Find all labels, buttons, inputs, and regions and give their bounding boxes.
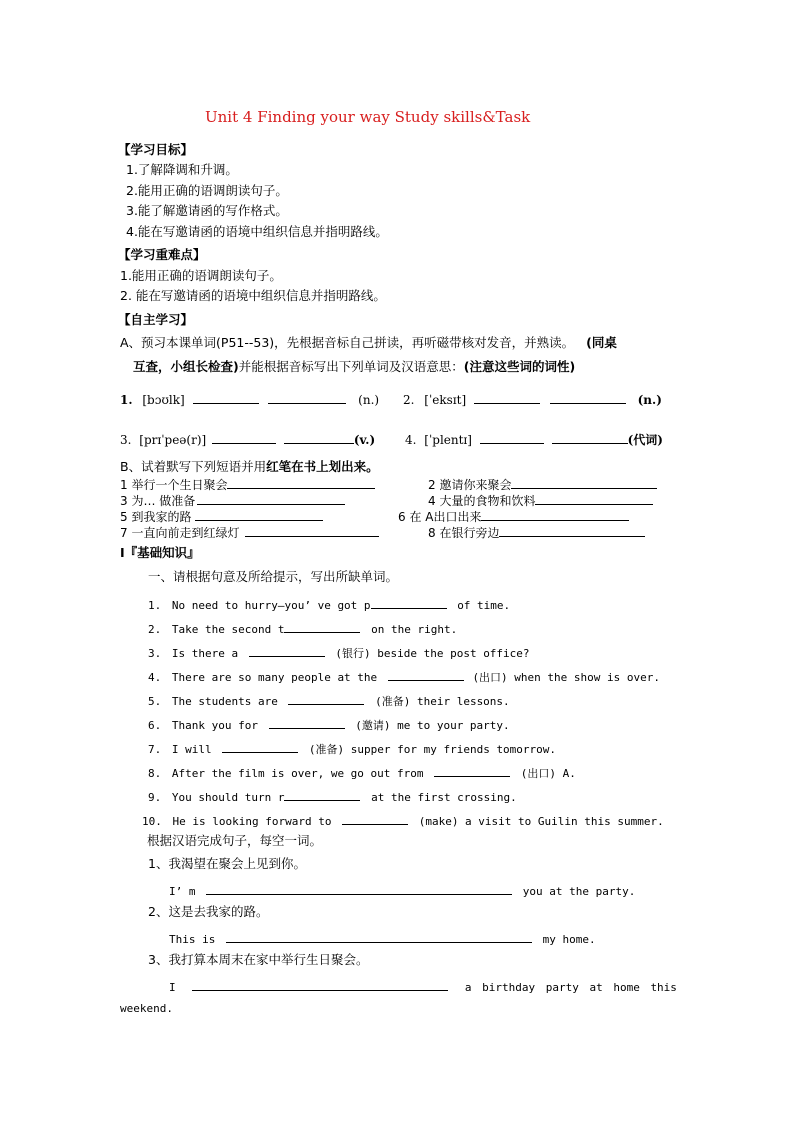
word-3: 3. [prɪˈpeə(r)] (v.) [120, 433, 376, 447]
fill-item: 5. The students are (准备) their lessons. [148, 695, 510, 708]
blank[interactable] [288, 693, 364, 705]
fill-item: 7. I will (准备) supper for my friends tomorrow. [148, 743, 557, 756]
blank[interactable] [499, 525, 645, 537]
fill-item: 4. There are so many people at the (出口) when the show is over. [148, 671, 661, 684]
keypoints-heading: 【学习重难点】 [118, 247, 206, 262]
blank[interactable] [226, 931, 532, 943]
blank[interactable] [480, 432, 544, 444]
fill-item: 3. Is there a (银行) beside the post office? [148, 647, 530, 660]
blank[interactable] [197, 493, 345, 505]
selfstudy-b-line: B、试着默写下列短语并用红笔在书上划出来。 [120, 459, 379, 474]
basics-heading: Ⅰ『基础知识』 [120, 545, 200, 560]
phrase-item: 2 邀请你来聚会 [428, 477, 657, 491]
goals-heading: 【学习目标】 [118, 142, 194, 157]
phrase-item: 8 在银行旁边 [428, 525, 645, 539]
blank[interactable] [195, 509, 323, 521]
goal-item: 4.能在写邀请函的语境中组织信息并指明路线。 [126, 224, 388, 239]
selfstudy-b-red: 红笔在书上划出来。 [266, 459, 379, 474]
selfstudy-a-bold: (同桌 [586, 335, 617, 350]
fill-item: 10. He is looking forward to (make) a visit to Guilin this summer. [142, 815, 664, 828]
word-2: 2. [ˈeksɪt] (n.) [403, 393, 662, 407]
fill-item: 8. After the film is over, we go out from (出口) A. [148, 767, 576, 780]
blank[interactable] [550, 392, 626, 404]
blank[interactable] [284, 432, 354, 444]
trans-cn: 3、我打算本周末在家中举行生日聚会。 [148, 952, 369, 967]
blank[interactable] [511, 477, 657, 489]
keypoint-item: 2. 能在写邀请函的语境中组织信息并指明路线。 [120, 288, 386, 303]
blank[interactable] [481, 509, 629, 521]
blank[interactable] [371, 597, 447, 609]
blank[interactable] [222, 741, 298, 753]
blank[interactable] [474, 392, 540, 404]
blank[interactable] [552, 432, 628, 444]
blank[interactable] [434, 765, 510, 777]
basics-section1: 一、请根据句意及所给提示，写出所缺单词。 [148, 569, 399, 584]
page-title: Unit 4 Finding your way Study skills&Task [205, 108, 531, 126]
blank[interactable] [284, 621, 360, 633]
blank[interactable] [535, 493, 653, 505]
fill-item: 1. No need to hurry—you’ ve got p of time. [148, 599, 511, 612]
selfstudy-a-line1 [120, 337, 617, 350]
blank[interactable] [192, 979, 448, 991]
word-1: 1. [bɔʊlk] (n.) [120, 393, 380, 407]
trans-item: I’ m you at the party. [169, 885, 636, 898]
blank[interactable] [206, 883, 512, 895]
trans-item: This is my home. [169, 933, 596, 946]
phrase-item: 6 在 A出口出来 [398, 509, 629, 523]
phrase-item: 1 举行一个生日聚会 [120, 477, 375, 491]
basics-section2: 根据汉语完成句子，每空一词。 [147, 833, 323, 848]
blank[interactable] [245, 525, 379, 537]
blank[interactable] [269, 717, 345, 729]
phrase-item: 4 大量的食物和饮料 [428, 493, 653, 507]
selfstudy-heading: 【自主学习】 [118, 312, 194, 327]
blank[interactable] [249, 645, 325, 657]
blank[interactable] [227, 477, 375, 489]
trans-item: I a birthday party at home this [169, 981, 677, 994]
keypoint-item: 1.能用正确的语调朗读句子。 [120, 268, 282, 283]
selfstudy-a-bold2: 互查，小组长检查) [133, 359, 239, 374]
blank[interactable] [342, 813, 408, 825]
phrase-item: 7 一直向前走到红绿灯 [120, 525, 379, 539]
selfstudy-a-text2: 并能根据音标写出下列单词及汉语意思： [238, 359, 464, 374]
trans-cn: 2、这是去我家的路。 [148, 904, 269, 919]
blank[interactable] [388, 669, 464, 681]
blank[interactable] [284, 789, 360, 801]
trans-tail: weekend. [120, 1002, 173, 1015]
fill-item: 6. Thank you for (邀请) me to your party. [148, 719, 510, 732]
fill-item: 9. You should turn r at the first crossing. [148, 791, 517, 804]
selfstudy-a-note: (注意这些词的词性) [463, 359, 576, 374]
fill-item: 2. Take the second t on the right. [148, 623, 458, 636]
goal-item: 2.能用正确的语调朗读句子。 [126, 183, 288, 198]
trans-cn: 1、我渴望在聚会上见到你。 [148, 856, 306, 871]
phrase-item: 3 为… 做准备 [120, 493, 345, 507]
selfstudy-a-line2 [133, 361, 575, 374]
blank[interactable] [268, 392, 346, 404]
goal-item: 1.了解降调和升调。 [126, 162, 238, 177]
blank[interactable] [193, 392, 259, 404]
word-4: 4. [ˈplentɪ] (代词) [405, 433, 663, 447]
phrase-item: 5 到我家的路 [120, 509, 323, 523]
blank[interactable] [212, 432, 276, 444]
selfstudy-a-text: A、预习本课单词(P51--53)，先根据音标自己拼读，再听磁带核对发音，并熟读。 [120, 335, 575, 350]
goal-item: 3.能了解邀请函的写作格式。 [126, 203, 288, 218]
